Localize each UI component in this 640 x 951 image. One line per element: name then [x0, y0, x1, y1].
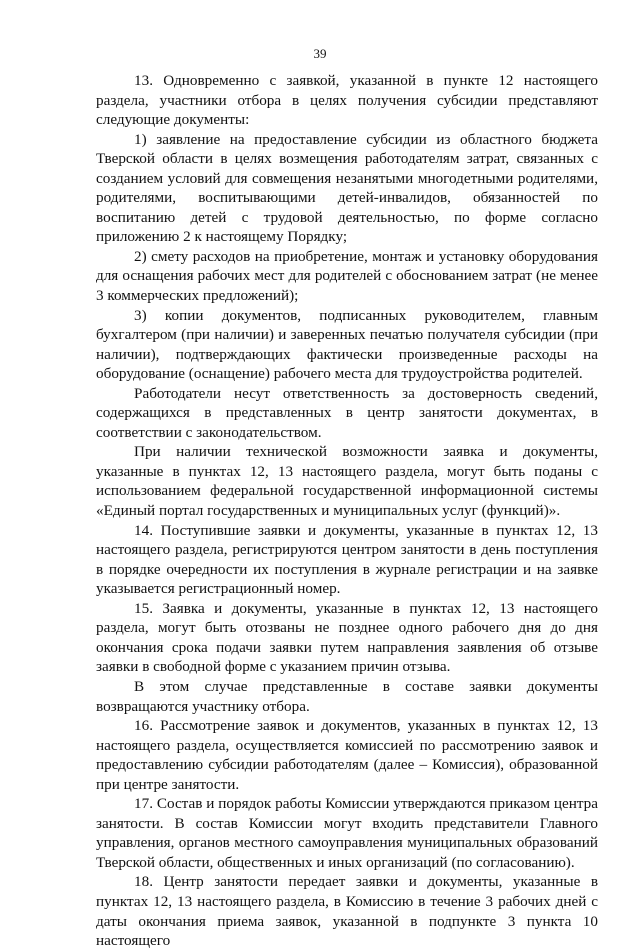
document-body [96, 71, 598, 951]
paragraph-electronic-submission: При наличии технической возможности заявка и документы, указанные в пунктах 12, 13 настоящего раздела, могут быть поданы с использованием федеральной государственной информационной системы «Единый портал государственных и муниципальных услуг (функций)». [96, 443, 598, 520]
paragraph-employer-responsibility: Работодатели несут ответственность за достоверность сведений, содержащихся в представленных в центр занятости документах, в соответствии с законодательством. [96, 384, 598, 441]
paragraph-13-item-3: 3) копии документов, подписанных руководителем, главным бухгалтером (при наличии) и заверенных печатью получателя субсидии (при наличии), подтверждающих фактически произведенные расходы на оборудование (оснащение) рабочего места для трудоустройства родителей. [96, 306, 598, 383]
paragraph-15: 15. Заявка и документы, указанные в пунктах 12, 13 настоящего раздела, могут быть отозваны не позднее одного рабочего дня до дня окончания срока подачи заявки путем направления заявления об отзыве заявки в свободной форме с указанием причин отзыва. [96, 599, 598, 676]
paragraph-13-item-2: 2) смету расходов на приобретение, монтаж и установку оборудования для оснащения рабочих мест для родителей с обоснованием затрат (не менее 3 коммерческих предложений); [96, 247, 598, 305]
paragraph-17: 17. Состав и порядок работы Комиссии утверждаются приказом центра занятости. В состав Комиссии могут входить представители Главного управления, органов местного самоуправления муниципальных образований Тверской области, общественных и иных организаций (по согласованию). [96, 795, 598, 871]
paragraph-13-item-1: 1) заявление на предоставление субсидии из областного бюджета Тверской области в целях возмещения работодателям затрат, связанных с созданием условий для совмещения незанятыми многодетными родителями, родителями, воспитывающими детей-инвалидов, обязанностей по воспитанию детей с трудовой деятельностью, по форме согласно приложению 2 к настоящему Порядку; [96, 130, 598, 246]
paragraph-16: 16. Рассмотрение заявок и документов, указанных в пунктах 12, 13 настоящего раздела, осуществляется комиссией по рассмотрению заявок и предоставлению субсидии работодателям (далее – Комиссия), образованной при центре занятости. [96, 717, 598, 793]
paragraph-14: 14. Поступившие заявки и документы, указанные в пунктах 12, 13 настоящего раздела, регистрируются центром занятости в день поступления в порядке очередности их поступления в журнале регистрации и на заявке указывается регистрационный номер. [96, 521, 598, 598]
paragraph-18: 18. Центр занятости передает заявки и документы, указанные в пунктах 12, 13 настоящего раздела, в Комиссию в течение 3 рабочих дней с даты окончания приема заявок, указанной в подпункте 3 пункта 10 настоящего [96, 873, 598, 950]
paragraph-13-intro: 13. Одновременно с заявкой, указанной в пункте 12 настоящего раздела, участники отбора в целях получения субсидии представляют следующие документы: [96, 72, 598, 129]
paragraph-15-return: В этом случае представленные в составе заявки документы возвращаются участнику отбора. [96, 677, 598, 715]
page-number: 39 [313, 46, 327, 61]
